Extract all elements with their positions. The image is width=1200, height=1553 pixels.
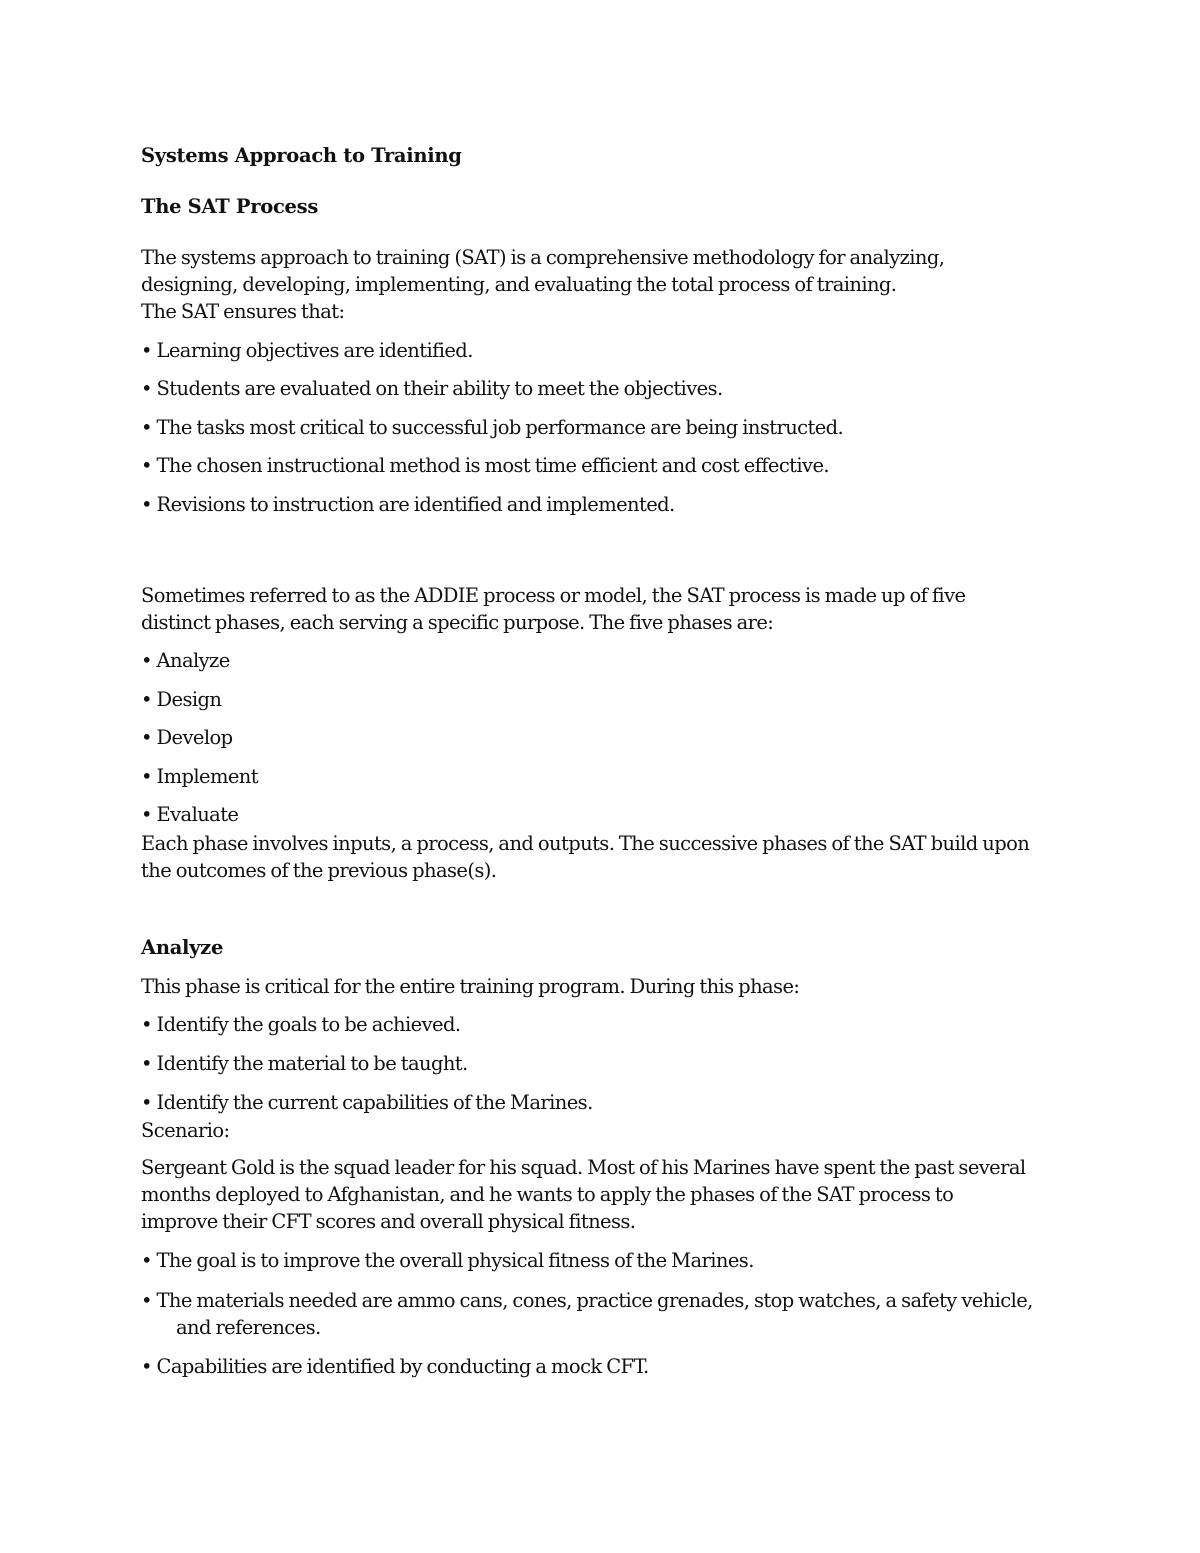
list-item: • Identify the material to be taught. (141, 1052, 468, 1075)
list-item: • Analyze (141, 649, 230, 672)
paragraph-line: Sergeant Gold is the squad leader for his squad. Most of his Marines have spent the past several (141, 1156, 1026, 1179)
list-item-continuation: and references. (176, 1316, 321, 1339)
paragraph-line: Each phase involves inputs, a process, and outputs. The successive phases of the SAT build upon (141, 832, 1030, 855)
list-item: • Design (141, 688, 222, 711)
list-item: • Develop (141, 726, 233, 749)
list-item: • Identify the goals to be achieved. (141, 1013, 461, 1036)
paragraph-line: The SAT ensures that: (141, 300, 345, 323)
list-item: • Implement (141, 765, 258, 788)
list-item: • Revisions to instruction are identified and implemented. (141, 493, 675, 516)
list-item: • The chosen instructional method is most time efficient and cost effective. (141, 454, 829, 477)
paragraph-line: Sometimes referred to as the ADDIE process or model, the SAT process is made up of five (141, 584, 966, 607)
list-item: • Identify the current capabilities of the Marines. (141, 1091, 593, 1114)
list-item: • Evaluate (141, 803, 239, 826)
section-heading-sat-process: The SAT Process (141, 195, 319, 218)
section-heading-analyze: Analyze (141, 936, 224, 959)
list-item: • The materials needed are ammo cans, cones, practice grenades, stop watches, a safety vehicle, (141, 1289, 1033, 1312)
list-item: • The tasks most critical to successful job performance are being instructed. (141, 416, 844, 439)
document-title: Systems Approach to Training (141, 144, 462, 167)
paragraph-line: months deployed to Afghanistan, and he wants to apply the phases of the SAT process to (141, 1183, 954, 1206)
scenario-label: Scenario: (141, 1119, 230, 1142)
paragraph-line: The systems approach to training (SAT) is a comprehensive methodology for analyzing, (141, 246, 945, 269)
list-item: • Learning objectives are identified. (141, 339, 473, 362)
list-item: • Students are evaluated on their ability to meet the objectives. (141, 377, 723, 400)
list-item: • The goal is to improve the overall physical fitness of the Marines. (141, 1249, 754, 1272)
list-item: • Capabilities are identified by conducting a mock CFT. (141, 1355, 649, 1378)
paragraph-line: This phase is critical for the entire training program. During this phase: (141, 975, 800, 998)
paragraph-line: improve their CFT scores and overall physical fitness. (141, 1210, 636, 1233)
paragraph-line: distinct phases, each serving a specific purpose. The five phases are: (141, 611, 774, 634)
paragraph-line: the outcomes of the previous phase(s). (141, 859, 497, 882)
paragraph-line: designing, developing, implementing, and evaluating the total process of training. (141, 273, 897, 296)
